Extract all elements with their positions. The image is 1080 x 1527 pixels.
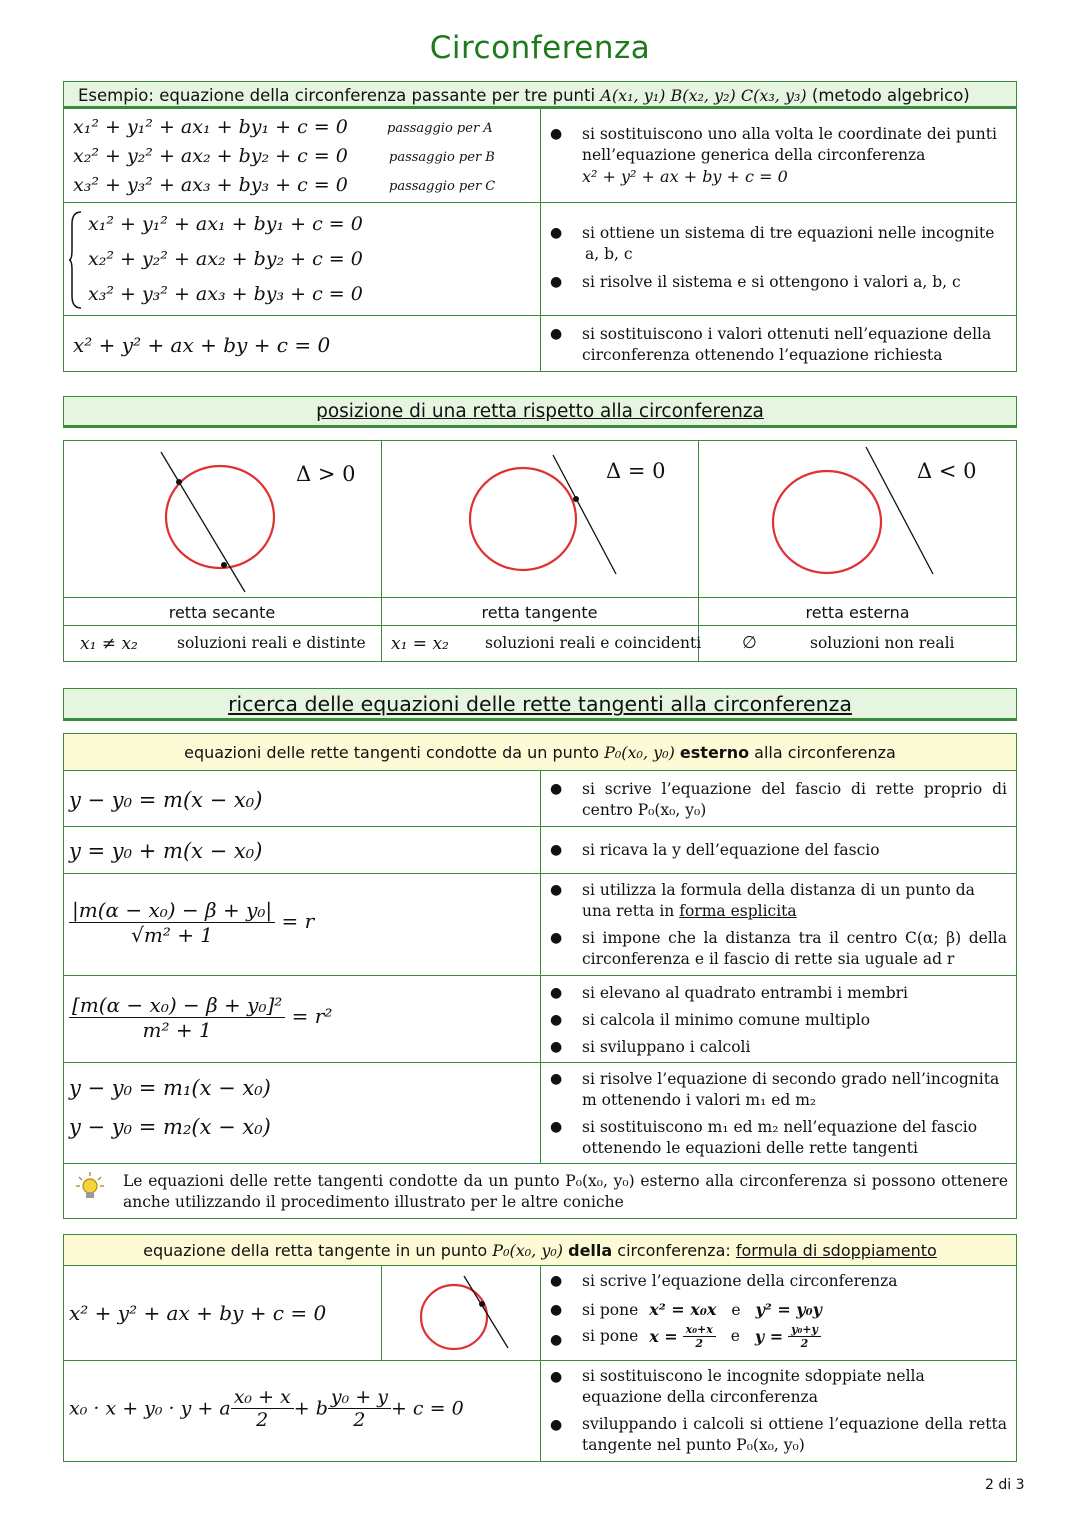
note-pass-a: passaggio per A [387, 121, 493, 136]
fascio-explicit: y = y₀ + m(x − x₀) [69, 839, 263, 863]
eq-pass-c: x₃² + y₃² + ax₃ + by₃ + c = 0 [73, 174, 348, 196]
section4-header-point: P₀(x₀, y₀) [492, 1241, 564, 1260]
distance-rhs: = r [281, 909, 315, 933]
final-fx-den: 2 [256, 1409, 269, 1431]
label-external: retta esterna [805, 603, 910, 622]
tangent-eq-1: y − y₀ = m₁(x − x₀) [69, 1076, 271, 1100]
delta-negative: Δ < 0 [917, 459, 977, 483]
step2a-text: si ottiene un sistema di tre equazioni nelle incognite [582, 224, 995, 242]
squared-text-1: si elevano al quadrato entrambi i membri [582, 984, 908, 1002]
line-secant [161, 452, 245, 592]
section3-header [63, 688, 1017, 721]
subheader-text-end: alla circonferenza [754, 743, 896, 762]
final-fy-num: y₀ + y [328, 1386, 391, 1409]
squared-text-2: si calcola il minimo comune multiplo [582, 1011, 871, 1029]
system-eq-2: x₂² + y₂² + ax₂ + by₂ + c = 0 [88, 248, 363, 270]
line-position-diagrams [63, 440, 1017, 597]
label-tangent: retta tangente [481, 603, 598, 622]
page-title: Circonferenza [429, 30, 651, 66]
note-pass-c: passaggio per C [389, 179, 496, 194]
sdopp-step-5: sviluppando i calcoli si ottiene l’equazione della retta tangente nel punto P₀(x₀, y₀) [582, 1415, 1007, 1454]
sdopp-step-1: si scrive l’equazione della circonferenza [582, 1272, 898, 1290]
final-end: + c = 0 [390, 1397, 464, 1420]
and-2: e [730, 1327, 740, 1345]
final-equation: x² + y² + ax + by + c = 0 [73, 333, 331, 357]
tangent-point [573, 496, 579, 502]
delta-zero: Δ = 0 [606, 459, 666, 483]
sdopp-step-3: si pone [582, 1327, 639, 1345]
squared-denominator: m² + 1 [142, 1018, 212, 1042]
distance-text-2: si impone che la distanza tra il centro C(α; β) della circonferenza e il fascio di rette sia uguale ad r [582, 929, 1007, 968]
circle-tangent [470, 468, 576, 570]
subheader-bold: esterno [679, 743, 750, 762]
final-lhs: x₀ · x + y₀ · y + a [69, 1397, 231, 1420]
intersection-point [176, 479, 182, 485]
step1-formula: x² + y² + ax + by + c = 0 [582, 167, 788, 186]
tangent-text-1: si risolve l’equazione di secondo grado nell’incognita m ottenendo i valori m₁ ed m₂ [582, 1070, 1000, 1109]
section2-header [63, 396, 1017, 428]
sub-y2: y² = y₀y [755, 1300, 822, 1319]
section4-header [63, 1234, 1017, 1266]
section4-header-bold: della [568, 1241, 613, 1260]
eq-pass-b: x₂² + y₂² + ax₂ + by₂ + c = 0 [73, 145, 348, 167]
section4-header-text: equazione della retta tangente in un punto [143, 1241, 488, 1260]
distance-formula [69, 898, 314, 947]
note-pass-b: passaggio per B [389, 150, 495, 165]
sol-tangent: soluzioni reali e coincidenti [485, 634, 702, 652]
step3-text: si sostituiscono i valori ottenuti nell’equazione della circonferenza ottenendo l’equazione richiesta [582, 325, 992, 364]
squared-rhs: = r² [291, 1004, 333, 1028]
sub-y-den: 2 [800, 1337, 809, 1350]
explicit-text: si ricava la y dell’equazione del fascio [582, 841, 880, 859]
sdoppiamento-formula [69, 1386, 464, 1431]
sub-x-num: x₀+x [683, 1323, 716, 1337]
page-number: 2 di 3 [985, 1477, 1025, 1493]
distance-text-1: si utilizza la formula della distanza di un punto da una retta in [582, 881, 975, 920]
system-eq-3: x₃² + y₃² + ax₃ + by₃ + c = 0 [88, 283, 363, 305]
tangent-text-2: si sostituiscono m₁ ed m₂ nell’equazione del fascio ottenendo le equazioni delle rette tangenti [582, 1118, 978, 1157]
tip-text: Le equazioni delle rette tangenti condotte da un punto P₀(x₀, y₀) esterno alla circonferenza si possono ottenere anche utilizzando il procedimento illustrato per le altre coniche [123, 1172, 1008, 1211]
lightbulb-icon [76, 1171, 104, 1201]
circle-secant [166, 466, 274, 568]
sol-secant: soluzioni reali e distinte [177, 634, 366, 652]
section3-subheader [63, 733, 1017, 771]
system-brace-icon [68, 210, 84, 310]
squared-text-3: si sviluppano i calcoli [582, 1038, 751, 1056]
distance-numerator: |m(α − x₀) − β + y₀| [69, 898, 275, 923]
squared-numerator: [m(α − x₀) − β + y₀]² [69, 993, 285, 1018]
label-secant: retta secante [168, 603, 276, 622]
sub-y-lhs: y = [754, 1327, 784, 1346]
step2a-vars: a, b, c [585, 245, 633, 263]
fascio-text: si scrive l’equazione del fascio di rette proprio di centro P₀(x₀, y₀) [582, 780, 1007, 819]
circle-equation: x² + y² + ax + by + c = 0 [69, 1301, 327, 1325]
step1-text: si sostituiscono uno alla volta le coordinate dei punti nell’equazione generica della circonferenza [582, 125, 997, 164]
subheader-text: equazioni delle rette tangenti condotte da un punto [184, 743, 599, 762]
cond-external: ∅ [742, 633, 757, 653]
squared-formula [69, 993, 332, 1042]
distance-denominator: √m² + 1 [131, 923, 214, 947]
final-fx-num: x₀ + x [231, 1386, 294, 1409]
and-1: e [731, 1301, 741, 1319]
sub-y-num: y₀+y [788, 1323, 821, 1337]
sdopp-step-2: si pone [582, 1301, 639, 1319]
final-mid: + b [293, 1397, 328, 1420]
section1-header-method: (metodo algebrico) [811, 86, 970, 105]
system-eq-1: x₁² + y₁² + ax₁ + by₁ + c = 0 [88, 213, 363, 235]
tangent-eq-2: y − y₀ = m₂(x − x₀) [69, 1115, 271, 1139]
sdoppiamento-link: formula di sdoppiamento [735, 1241, 937, 1260]
section2-title: posizione di una retta rispetto alla circonferenza [316, 401, 764, 422]
delta-positive: Δ > 0 [296, 462, 356, 486]
eq-pass-a: x₁² + y₁² + ax₁ + by₁ + c = 0 [73, 116, 348, 138]
cond-secant: x₁ ≠ x₂ [80, 634, 138, 654]
sol-external: soluzioni non reali [810, 634, 955, 652]
tangent-point-diagram [381, 1266, 540, 1360]
sdopp-step-4: si sostituiscono le incognite sdoppiate nella equazione della circonferenza [582, 1367, 925, 1406]
sub-x-den: 2 [695, 1337, 704, 1350]
subheader-point: P₀(x₀, y₀) [604, 743, 675, 762]
section3-title: ricerca delle equazioni delle rette tangenti alla circonferenza [228, 692, 852, 716]
section4-header-text-2: circonferenza: [617, 1241, 731, 1260]
section1-header-points: A(x₁, y₁) B(x₂, y₂) C(x₃, y₃) [600, 86, 807, 105]
final-fy-den: 2 [353, 1409, 366, 1431]
circle-external [773, 471, 881, 573]
step2b-text: si risolve il sistema e si ottengono i valori a, b, c [582, 273, 961, 291]
fascio-equation: y − y₀ = m(x − x₀) [69, 788, 263, 812]
section1-header-text: Esempio: equazione della circonferenza passante per tre punti [78, 86, 596, 105]
cond-tangent: x₁ = x₂ [391, 634, 449, 654]
distance-text-1-link: forma esplicita [679, 902, 797, 920]
sub-x2: x² = x₀x [649, 1300, 717, 1319]
intersection-point [221, 562, 227, 568]
sub-x-lhs: x = [649, 1327, 678, 1346]
